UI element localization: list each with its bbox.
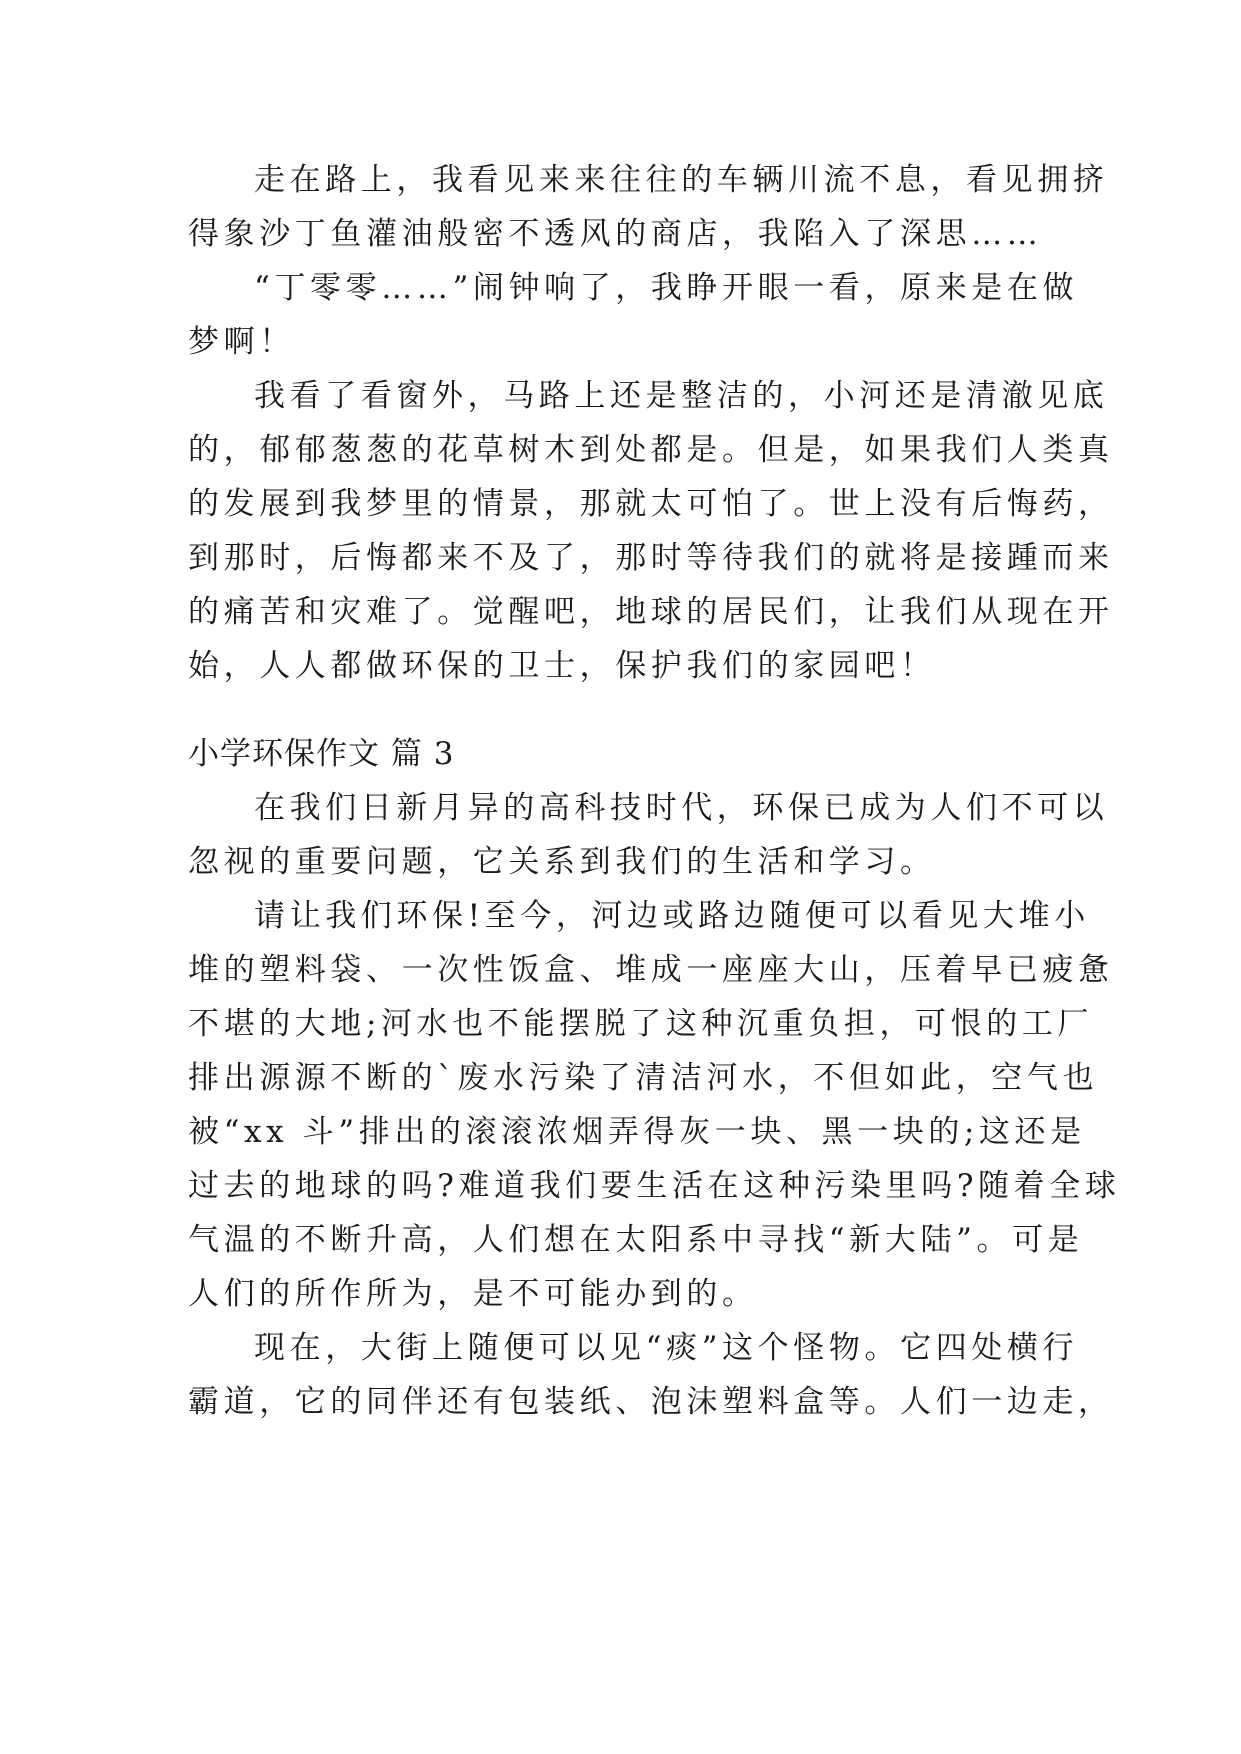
paragraph-line: 不堪的大地;河水也不能摆脱了这种沉重负担，可恨的工厂: [188, 1006, 1094, 1042]
paragraph-line: 现在，大街上随便可以见“痰”这个怪物。它四处横行: [254, 1330, 1079, 1366]
paragraph-line: 梦啊！: [188, 324, 295, 360]
paragraph-line: 人们的所作所为，是不可能办到的。: [188, 1276, 758, 1312]
paragraph-line: 堆的塑料袋、一次性饭盒、堆成一座座大山，压着早已疲惫: [188, 952, 1114, 988]
paragraph-line: 的，郁郁葱葱的花草树木到处都是。但是，如果我们人类真: [188, 432, 1114, 468]
paragraph-line: “丁零零……”闹钟响了，我睁开眼一看，原来是在做: [254, 270, 1079, 306]
paragraph-line: 走在路上，我看见来来往往的车辆川流不息，看见拥挤: [254, 162, 1109, 198]
paragraph-line: 我看了看窗外，马路上还是整洁的，小河还是清澈见底: [254, 378, 1109, 414]
paragraph-line: 的痛苦和灾难了。觉醒吧，地球的居民们，让我们从现在开: [188, 594, 1114, 630]
paragraph-line: 到那时，后悔都来不及了，那时等待我们的就将是接踵而来: [188, 540, 1114, 576]
paragraph-line: 过去的地球的吗?难道我们要生活在这种污染里吗?随着全球: [188, 1168, 1121, 1204]
paragraph-line: 始，人人都做环保的卫士，保护我们的家园吧！: [188, 648, 936, 684]
paragraph-line: 被“xx 斗”排出的滚滚浓烟弄得灰一块、黑一块的;这还是: [188, 1114, 1086, 1150]
paragraph-line: 的发展到我梦里的情景，那就太可怕了。世上没有后悔药，: [188, 486, 1114, 522]
section-heading: 小学环保作文 篇 3: [188, 736, 455, 772]
paragraph-line: 忽视的重要问题，它关系到我们的生活和学习。: [188, 844, 936, 880]
paragraph-line: 请让我们环保!至今，河边或路边随便可以看见大堆小: [254, 898, 1090, 934]
paragraph-line: 排出源源不断的`废水污染了清洁河水，不但如此，空气也: [188, 1060, 1099, 1096]
paragraph-line: 气温的不断升高，人们想在太阳系中寻找“新大陆”。可是: [188, 1222, 1084, 1258]
paragraph-line: 在我们日新月异的高科技时代，环保已成为人们不可以: [254, 790, 1109, 826]
paragraph-line: 霸道，它的同伴还有包装纸、泡沫塑料盒等。人们一边走，: [188, 1384, 1114, 1420]
paragraph-line: 得象沙丁鱼灌油般密不透风的商店，我陷入了深思……: [188, 216, 1043, 252]
